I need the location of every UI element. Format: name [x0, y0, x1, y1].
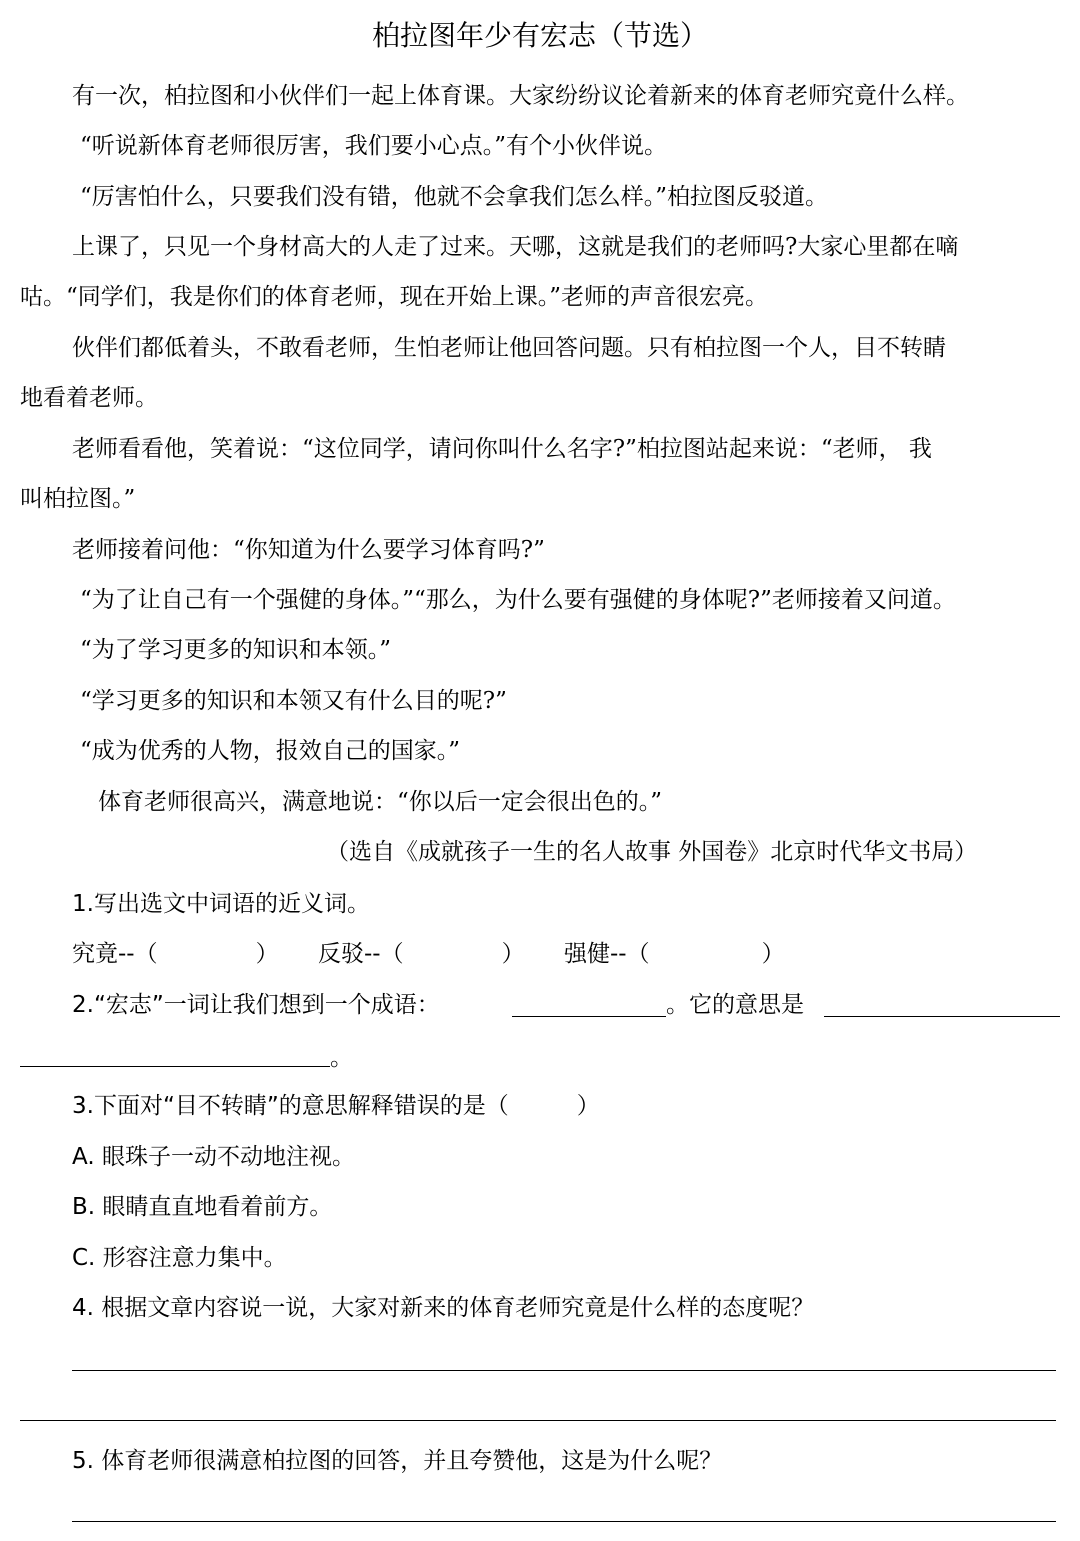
- story-paragraph: 老师接着问他：“你知道为什么要学习体育吗?”: [72, 537, 545, 563]
- story-paragraph: “听说新体育老师很厉害，我们要小心点。”有个小伙伴说。: [80, 133, 668, 159]
- question-4-prompt: 4. 根据文章内容说一说，大家对新来的体育老师究竟是什么样的态度呢？: [72, 1295, 815, 1321]
- story-paragraph: 地看着老师。: [20, 385, 158, 411]
- question-5-prompt: 5. 体育老师很满意柏拉图的回答，并且夸赞他，这是为什么呢？: [72, 1448, 723, 1474]
- story-paragraph: “成为优秀的人物，报效自己的国家。”: [80, 738, 461, 764]
- answer-line[interactable]: [72, 1521, 1056, 1522]
- option-a: A. 眼珠子一动不动地注视。: [72, 1144, 355, 1170]
- prompt-text: 3.下面对“目不转睛”的意思解释错误的是（: [72, 1093, 509, 1119]
- option-c: C. 形容注意力集中。: [72, 1245, 287, 1271]
- story-paragraph: 叫柏拉图。”: [20, 486, 136, 512]
- story-paragraph: 体育老师很高兴，满意地说：“你以后一定会很出色的。”: [98, 789, 663, 815]
- idiom-answer-line[interactable]: [512, 1016, 666, 1017]
- question-2-prompt: 2.“宏志”一词让我们想到一个成语：: [72, 992, 440, 1018]
- item-close: ）: [255, 941, 279, 967]
- story-paragraph: “厉害怕什么，只要我们没有错，他就不会拿我们怎么样。”柏拉图反驳道。: [80, 184, 829, 210]
- answer-line[interactable]: [72, 1370, 1056, 1371]
- question-1-item-fanbo[interactable]: [318, 936, 525, 972]
- page-title: 柏拉图年少有宏志（节选）: [371, 19, 708, 52]
- story-paragraph: 老师看看他，笑着说：“这位同学，请问你叫什么名字?”柏拉图站起来说：“老师， 我: [72, 436, 932, 462]
- source-citation: （选自《成就孩子一生的名人故事 外国卷》北京时代华文书局）: [326, 839, 978, 865]
- item-close: ）: [761, 941, 785, 967]
- story-paragraph: 伙伴们都低着头，不敢看老师，生怕老师让他回答问题。只有柏拉图一个人，目不转睛: [72, 335, 946, 361]
- answer-line[interactable]: [20, 1420, 1056, 1421]
- story-paragraph: “为了学习更多的知识和本领。”: [80, 637, 392, 663]
- question-2-prompt-part2: 。它的意思是: [666, 992, 804, 1018]
- question-1-item-jiujing[interactable]: [72, 936, 279, 972]
- meaning-answer-line-2[interactable]: [20, 1066, 330, 1067]
- question-1-prompt: 1.写出选文中词语的近义词。: [72, 891, 370, 917]
- question-3-prompt[interactable]: [72, 1088, 600, 1124]
- option-b: B. 眼睛直直地看着前方。: [72, 1194, 333, 1220]
- item-word: 反驳--（: [318, 941, 404, 967]
- prompt-close: ）: [576, 1093, 600, 1119]
- story-paragraph: “学习更多的知识和本领又有什么目的呢?”: [80, 688, 507, 714]
- story-paragraph: 有一次，柏拉图和小伙伴们一起上体育课。大家纷纷议论着新来的体育老师究竟什么样。: [72, 83, 969, 109]
- item-close: ）: [501, 941, 525, 967]
- story-paragraph: 上课了，只见一个身材高大的人走了过来。天哪，这就是我们的老师吗?大家心里都在嘀: [72, 234, 959, 260]
- meaning-answer-line[interactable]: [824, 1016, 1060, 1017]
- item-word: 究竟--（: [72, 941, 158, 967]
- question-1-item-qiangjian[interactable]: [564, 936, 785, 972]
- question-2-end: 。: [330, 1045, 353, 1071]
- story-paragraph: “为了让自己有一个强健的身体。”“那么，为什么要有强健的身体呢?”老师接着又问道。: [80, 587, 956, 613]
- story-paragraph: 咕。“同学们，我是你们的体育老师，现在开始上课。”老师的声音很宏亮。: [20, 284, 769, 310]
- item-word: 强健--（: [564, 941, 650, 967]
